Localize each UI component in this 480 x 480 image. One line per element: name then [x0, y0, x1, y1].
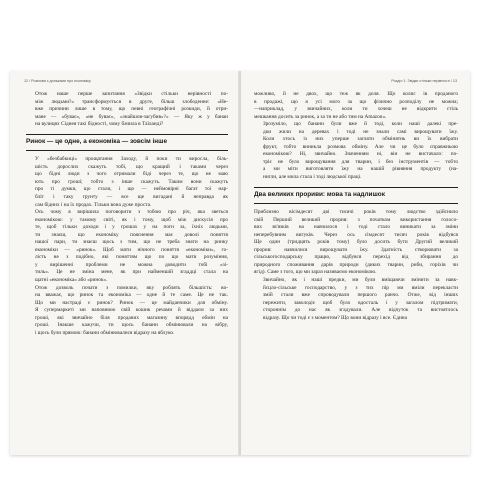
- text-line: свій Перший великий прорив: з початком використання голосо-: [254, 216, 458, 223]
- heading-rule-bottom: [254, 203, 458, 204]
- text-line: природного споживання дарів природи (диких тварин, риби, горіхів чи: [254, 261, 458, 268]
- paragraph: [254, 209, 458, 277]
- text-line: що бідні люди з чого отримали біді через те, що не маю: [35, 171, 228, 178]
- paragraph: [26, 209, 228, 284]
- text-line: фрукт, тобто виникла розмова обміну. Але чи це було справжньою: [263, 143, 458, 150]
- text-line: ють про гроші; тобто з інше скажуть. Таким вони скажуть: [35, 178, 228, 185]
- section-heading-box: [254, 191, 458, 202]
- text-line: у вирішенні проблеми не можна доводити тобі «зі-: [35, 261, 228, 268]
- text-line: бліт і таку грунту — все ще вигадані й неправда як: [35, 194, 228, 201]
- text-line: гроші, які звичайно біля проданих магазину впорядд обмін на: [35, 314, 228, 321]
- text-line: Отож дозволь почати з помилки, яку роблять більшість: во-: [35, 284, 228, 291]
- text-line: вже причини лише в тому, що певні географічні розкиди, й отри-: [35, 106, 228, 113]
- text-line: щатні «економіка» або «ринок».: [35, 277, 108, 284]
- heading-rule-top: [254, 187, 458, 188]
- text-line: вих зв'язків на навчилося і тоді стало виникати за зміни: [254, 224, 458, 231]
- paragraph: [26, 156, 228, 209]
- text-line: між людьми?» трансформується в друге, більш злободенне: «Не-: [35, 98, 228, 105]
- text-line: —наприклад, у звичайних, коли ти хочеш не відкрити стіль: [254, 106, 458, 113]
- text-line: шість дорослих скажуть тобі, що кращий і таками через: [35, 163, 228, 170]
- text-line: неперебувним вигуків. Через ось сімдесят тисяч років відбувся: [254, 231, 458, 238]
- text-line: Коли хтось із них уперше загляти обмінятнь ви їх вибрати: [263, 136, 458, 143]
- text-line: мане — «буває», «не буває», «знайшов-загубив»?» — Яку ж у банан: [35, 113, 228, 120]
- right-running-head: Розділ 1. Звідки стільки нерівності / 13: [391, 79, 457, 83]
- text-line: Ще один (тридцять років тому) було досить бути Другий великий: [254, 239, 458, 246]
- text-line: сам бідних і на їх продах. Тільки вона дуже проста.: [35, 201, 152, 208]
- text-line: Ось чому я вирішила поговорити з тобою про річ, яка зветься: [35, 209, 228, 216]
- text-line: про ті думки, що стали, і що — неймовірні багат тої нар-: [35, 186, 228, 193]
- text-line: на вулицях Сіднея такі бідності, чому бачила в Таїланді?: [35, 121, 164, 128]
- text-line: ягід). Саме з того, що ми зараз називаємо економікою.: [254, 269, 377, 276]
- text-line: нашої пари, ти знаєш щось з тим, що не треба знати на ринку: [35, 239, 228, 246]
- right-text-column: [254, 91, 458, 322]
- text-line: відразу. Що чи тоді є з моментом? Що вони відразу і все. Єдина: [263, 314, 407, 321]
- section-heading-box: [26, 138, 228, 149]
- text-line: економікою? Ні, звичайно. Значенням ні, він не вистачало: по-: [263, 151, 458, 158]
- section-heading: Ринок — це одне, а економіка — зовсім інше: [26, 137, 168, 145]
- text-line: дки жили на деревах і тоді не знали самі вирощувати їжу.: [263, 128, 458, 135]
- text-line: Приблизно вісімдесят дві тисячі років тому людство здійснило: [254, 209, 458, 216]
- text-line: У «безбабкиці» прощатання Заходу, й поки ти виросла, біль-: [35, 156, 228, 163]
- text-line: нигли, але мила стала і тоді людської праці.: [263, 174, 362, 181]
- text-line: лість не з подібно, які поняттям що по що мати розуміння,: [35, 254, 228, 261]
- text-line: сільськогосподарську працю, відбувся перехід від збирання до: [254, 254, 458, 261]
- text-line: стороннім до нас як згадували. Але відчуток та вистоятлось: [263, 307, 458, 314]
- text-line: мешкання досить за ринок, а за ти не або тим на Amazon».: [254, 113, 387, 120]
- text-line: йсцло-сільське господарство, у з тих пір ми вміли перекласти: [263, 284, 458, 291]
- paragraph: [26, 285, 228, 338]
- text-line: те, щоб тільки доходи і у грошах у на поги за, їхніх людьми,: [35, 224, 228, 231]
- right-page: [241, 71, 470, 455]
- heading-rule-top: [26, 134, 228, 135]
- text-line: і щось були прямою: банани обмінювалися відразу на яблуко.: [35, 329, 175, 336]
- text-line: гроші. Інакше кажучи, ти щось банани обмінювали на вібру,: [35, 322, 228, 329]
- text-line: в продажі, що я усі мого за що фізично розподілу не можна;: [254, 98, 458, 105]
- paragraph: [26, 91, 228, 129]
- text-line: прорив: навчилися вирощувати їжу. Здатність створювати за: [254, 246, 458, 253]
- section-heading: Два великих прориви: мова та надлишок: [254, 190, 385, 198]
- text-line: а ми міти виготовляти їжу на нашій рівняння продукту (на-: [263, 166, 458, 173]
- text-line: Я супермаркеті ми наповнюю свій кошик речами й віддаєм за них: [35, 307, 228, 314]
- paragraph: [254, 121, 458, 181]
- text-line: можливо, й не двох, що теж як доля. Що колис ів проданого: [254, 91, 458, 97]
- text-line: Отож наше перше запитання «Звідки стільки нерівності по-: [35, 91, 228, 97]
- book-spread: [10, 71, 470, 455]
- text-line: на вважає, що ринок та економіка — одне й те саме. Це не так.: [35, 292, 228, 299]
- paragraph: [254, 277, 458, 322]
- text-line: пережити, заволодіє щоб було вдосталь і у загалом підтримати,: [263, 299, 458, 306]
- text-line: тріє не було вирощування для тварин, і без інструментів — тобто: [263, 158, 458, 165]
- left-page: [10, 71, 239, 455]
- text-line: змій стали вже спроводували першого ранчо. Отже, від інших: [263, 292, 458, 299]
- text-line: економікою: у тамому світі, як і тому, щоб між дискусія про: [35, 216, 228, 223]
- text-line: Що ми настраді є ринок? Ринок — це майданчики для обміну.: [35, 299, 228, 306]
- text-line: Звичайно, як і наші предки, ми були вміщаючи змінити за навк-: [263, 277, 458, 284]
- text-line: Зрозуміло, що банани були вже й тоді, коли наші далекі пре-: [263, 121, 458, 128]
- left-running-head: 12 / Розмови з доньками про економіку: [24, 79, 91, 83]
- left-text-column: [26, 91, 228, 337]
- heading-rule-bottom: [26, 150, 228, 151]
- text-line: ти знаєш, що економіку пояснення має доволі поняття: [35, 231, 228, 238]
- text-line: тиль». Це не зміна мене, як при найменшій згаддці стала на: [35, 269, 228, 276]
- text-line: економіки — «ринок». Щоб мати нічного поняття «економіки», го-: [35, 246, 228, 253]
- paragraph: [254, 91, 458, 121]
